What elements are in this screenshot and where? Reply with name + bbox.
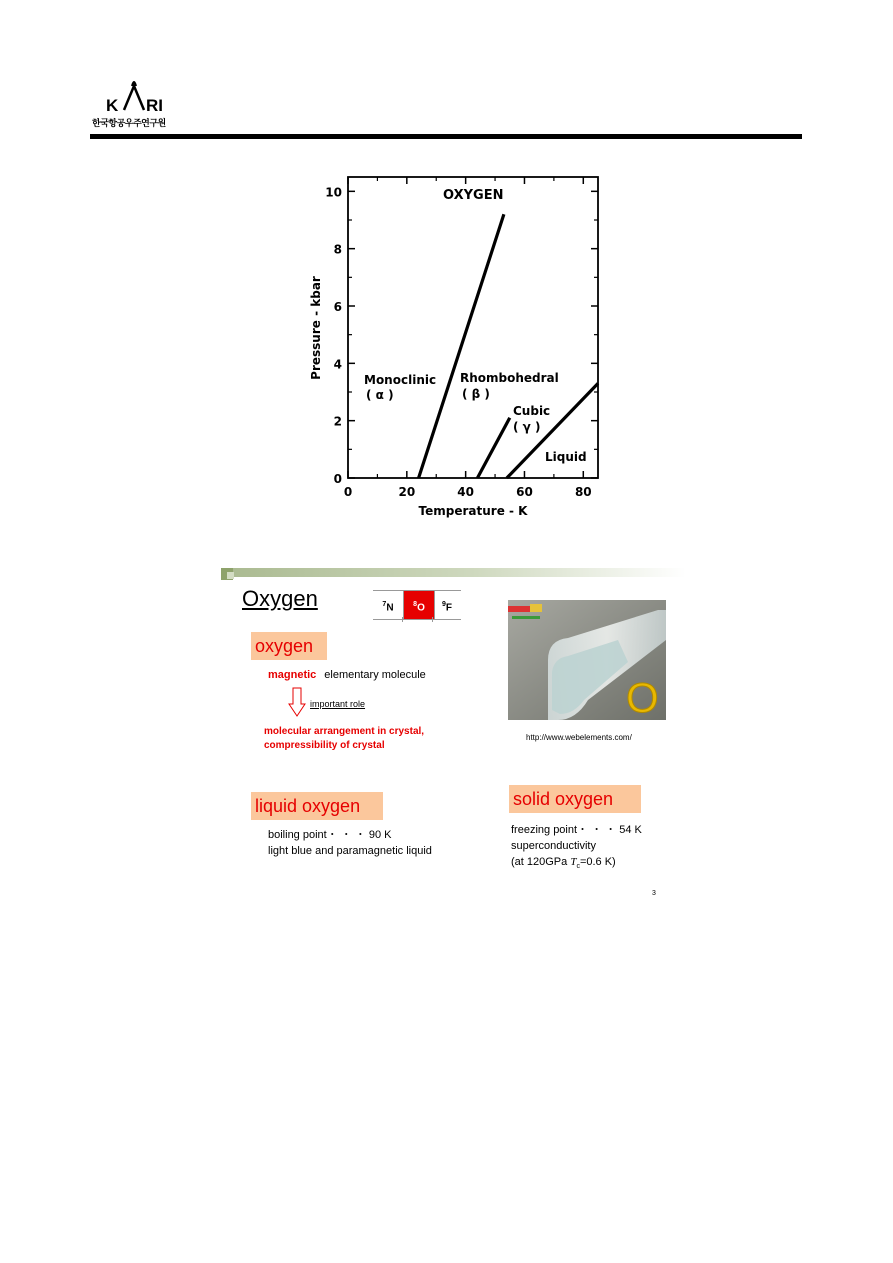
crystal-line-1: molecular arrangement in crystal, (264, 726, 425, 737)
magnetic-word: magnetic (268, 669, 317, 681)
page-number: 3 (652, 890, 656, 897)
solid-oxygen-text (511, 822, 642, 875)
boiling-point-line: boiling point・ ・ ・ 90 K (268, 829, 392, 841)
label-rhombohedral: Rhombohedral (460, 371, 559, 385)
label-monoclinic-sym: ( α ) (366, 388, 394, 402)
oxygen-slide (221, 568, 686, 900)
slide-corner-mark-inner (227, 572, 234, 579)
y-tick-label: 0 (333, 472, 342, 486)
liquid-oxygen-heading: liquid oxygen (251, 792, 383, 820)
superconductivity-line: superconductivity (511, 840, 596, 852)
y-axis-label: Pressure - kbar (309, 276, 323, 380)
y-tick-label: 6 (333, 300, 342, 314)
element-nitrogen: $^7$N (382, 601, 394, 614)
x-tick-label: 20 (398, 485, 416, 499)
phase-diagram-svg (300, 170, 620, 530)
x-tick-label: 40 (457, 485, 474, 499)
y-tick-label: 10 (325, 185, 342, 200)
periodic-table-strip (373, 590, 461, 620)
solid-oxygen-heading: solid oxygen (509, 785, 641, 813)
source-url: http://www.webelements.com/ (526, 733, 632, 742)
label-monoclinic: Monoclinic (364, 373, 437, 387)
x-tick-label: 0 (343, 485, 353, 499)
freezing-point-line: freezing point・ ・ ・ 54 K (511, 824, 642, 836)
slide-top-bar (221, 568, 686, 577)
test-tube-illustration (508, 600, 666, 720)
label-liquid: Liquid (545, 450, 587, 464)
phase-boundary-line-1 (419, 214, 504, 478)
oxygen-heading: oxygen (251, 632, 327, 660)
kari-logo (88, 80, 188, 130)
phase-boundary-line-2 (477, 418, 509, 478)
element-oxygen: $^8$O (403, 591, 435, 619)
x-tick-label: 80 (574, 485, 592, 499)
phase-diagram (300, 170, 620, 530)
slide-title: Oxygen (242, 586, 318, 611)
y-tick-label: 2 (333, 414, 342, 429)
paramagnetic-line: light blue and paramagnetic liquid (268, 845, 432, 857)
crystal-line-2: compressibility of crystal (264, 740, 385, 751)
periodic-tick (432, 617, 433, 622)
magnetic-line (268, 669, 426, 681)
x-axis-label: Temperature - K (418, 504, 528, 518)
y-tick-label: 8 (333, 242, 342, 257)
liquid-oxygen-text (268, 827, 432, 859)
important-role-label: important role (310, 699, 366, 709)
crystal-text (264, 725, 424, 753)
photo-letter: O (626, 674, 659, 720)
down-arrow-icon (288, 687, 306, 717)
element-fluorine: $^9$F (441, 601, 452, 614)
kari-logo-mark (88, 80, 188, 120)
plot-frame (348, 177, 598, 478)
periodic-tick (402, 617, 403, 622)
logo-korean-text: 한국항공우주연구원 (92, 119, 166, 129)
diagram-title: OXYGEN (443, 188, 504, 203)
tc-line: (at 120GPa $T_c=0.6$ K) (511, 856, 616, 871)
magnetic-rest: elementary molecule (324, 669, 426, 681)
label-rhombohedral-sym: ( β ) (462, 387, 490, 401)
logo-ri: RI (146, 96, 163, 115)
y-tick-label: 4 (333, 357, 342, 372)
x-tick-label: 60 (516, 485, 533, 499)
label-cubic: Cubic (513, 404, 551, 418)
logo-k: K (106, 96, 119, 115)
header-rule (90, 134, 802, 139)
label-cubic-sym: ( γ ) (513, 420, 541, 434)
liquid-oxygen-photo (508, 600, 666, 720)
